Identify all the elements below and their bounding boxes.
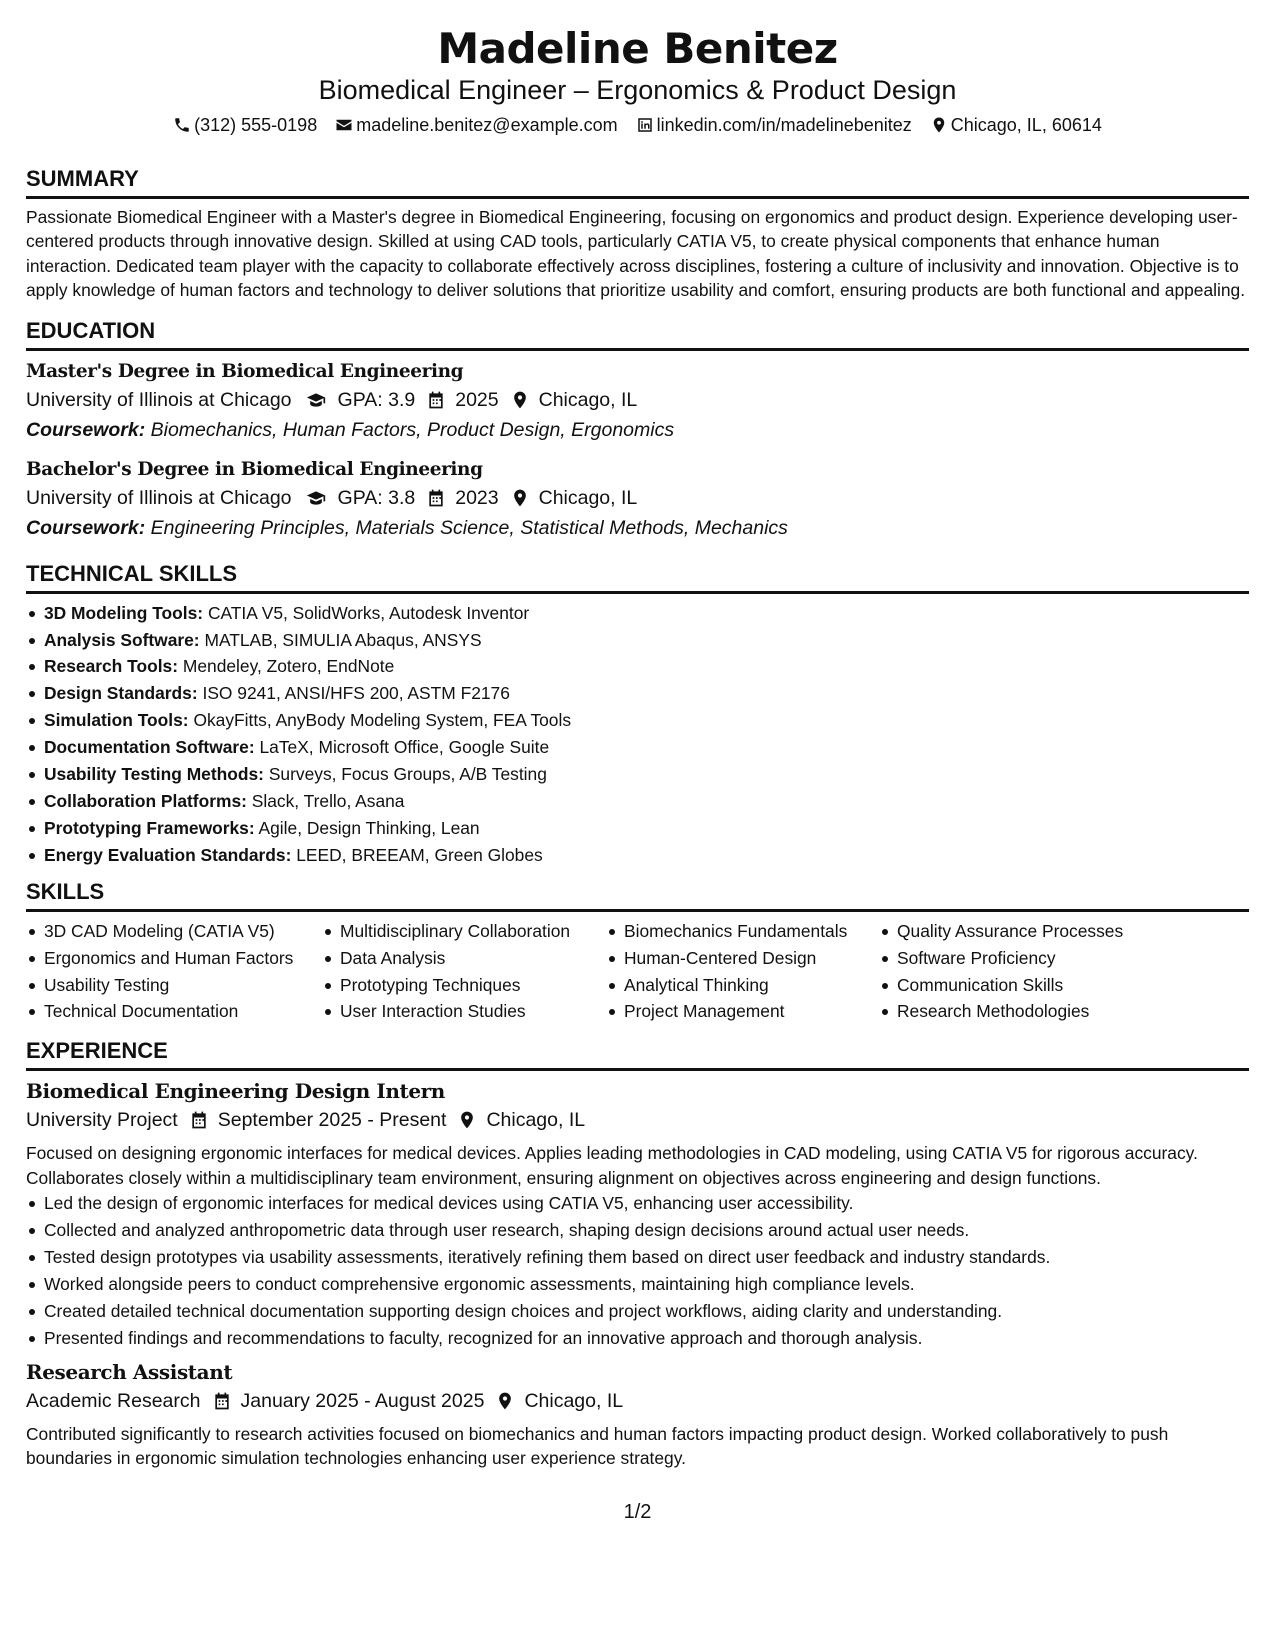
resume-page: [26, 0, 1249, 1470]
experience-heading: EXPERIENCE: [26, 1038, 1249, 1071]
list-item: Created detailed technical documentation supporting design choices and project workflows, aiding clarity and understanding.: [26, 1298, 1249, 1325]
education-meta: [26, 483, 1249, 513]
phone-icon: [173, 116, 191, 134]
list-item: Ergonomics and Human Factors: [26, 945, 322, 972]
list-item: Biomechanics Fundamentals: [606, 918, 879, 945]
map-pin-icon: [510, 390, 530, 410]
contact-email[interactable]: [335, 113, 617, 137]
page-number: 1/2: [623, 1501, 652, 1523]
school-location: Chicago, IL: [538, 486, 638, 509]
list-item: Quality Assurance Processes: [879, 918, 1179, 945]
job-meta: [26, 1105, 1249, 1135]
list-item: User Interaction Studies: [322, 998, 606, 1025]
job-entry: [26, 1077, 1249, 1351]
graduation-cap-icon: [303, 390, 329, 410]
job-title: Research Assistant: [26, 1359, 233, 1384]
phone-text: (312) 555-0198: [194, 115, 318, 135]
candidate-name: Madeline Benitez: [437, 24, 838, 73]
map-pin-icon: [457, 1110, 477, 1130]
list-item: Prototyping Techniques: [322, 972, 606, 999]
list-item: Prototyping Frameworks: Agile, Design Thinking, Lean: [26, 815, 1249, 842]
skills-section: [26, 879, 1249, 1026]
education-meta: [26, 385, 1249, 415]
technical-skills-list: [26, 600, 1249, 869]
education-heading: EDUCATION: [26, 318, 1249, 351]
skills-column: [606, 918, 879, 1026]
coursework-list: Engineering Principles, Materials Science, Statistical Methods, Mechanics: [150, 516, 788, 539]
list-item: Analysis Software: MATLAB, SIMULIA Abaqus, ANSYS: [26, 627, 1249, 654]
skills-heading: SKILLS: [26, 879, 1249, 912]
summary-text: Passionate Biomedical Engineer with a Master's degree in Biomedical Engineering, focusing on ergonomics and product design. Experience developing user-centered products through innovative design. Skilled at using CAD tools, particularly CATIA V5, to create physical components that enhance human interaction. Dedicated team player with the capacity to collaborate effectively across disciplines, fostering a culture of inclusivity and innovation. Objective is to apply knowledge of human factors and technology to deliver solutions that prioritize usability and comfort, ensuring products are both functional and appealing.: [26, 207, 1246, 301]
school-location: Chicago, IL: [538, 388, 638, 411]
list-item: Usability Testing: [26, 972, 322, 999]
job-entry: [26, 1358, 1249, 1471]
skills-column: [322, 918, 606, 1026]
linkedin-text: linkedin.com/in/madelinebenitez: [656, 115, 912, 135]
calendar-icon: [426, 390, 446, 410]
candidate-headline: Biomedical Engineer – Ergonomics & Product Design: [318, 75, 957, 105]
skills-column: [879, 918, 1179, 1026]
education-item: [26, 457, 1249, 543]
gpa: GPA: 3.8: [337, 486, 416, 509]
job-description: Contributed significantly to research activities focused on biomechanics and human factors impacting product design. Worked collaboratively to push boundaries in ergonomic simulation technologies enhancing user experience strategy.: [26, 1423, 1169, 1468]
contact-phone[interactable]: [173, 113, 317, 137]
graduation-cap-icon: [303, 488, 329, 508]
list-item: Project Management: [606, 998, 879, 1025]
job-dates: September 2025 - Present: [217, 1109, 447, 1132]
summary-section: [26, 166, 1249, 303]
coursework-label: Coursework:: [26, 516, 146, 539]
skills-grid: [26, 918, 1249, 1026]
list-item: Human-Centered Design: [606, 945, 879, 972]
experience-section: [26, 1038, 1249, 1470]
contact-linkedin[interactable]: [636, 113, 912, 137]
list-item: Multidisciplinary Collaboration: [322, 918, 606, 945]
degree-title: Master's Degree in Biomedical Engineering: [26, 360, 464, 382]
job-org: University Project: [26, 1109, 178, 1132]
list-item: Research Methodologies: [879, 998, 1179, 1025]
map-pin-icon: [495, 1391, 515, 1411]
list-item: Energy Evaluation Standards: LEED, BREEAM, Green Globes: [26, 842, 1249, 869]
coursework-list: Biomechanics, Human Factors, Product Design, Ergonomics: [150, 418, 675, 441]
job-location: Chicago, IL: [486, 1109, 586, 1132]
technical-skills-section: [26, 561, 1249, 869]
list-item: Tested design prototypes via usability assessments, iteratively refining them based on direct user feedback and industry standards.: [26, 1244, 1249, 1271]
graduation-year: 2023: [455, 486, 499, 509]
contact-location: [930, 113, 1102, 137]
list-item: Collected and analyzed anthropometric data through user research, shaping design decisions around actual user needs.: [26, 1217, 1249, 1244]
list-item: Design Standards: ISO 9241, ANSI/HFS 200, ASTM F2176: [26, 680, 1249, 707]
coursework-label: Coursework:: [26, 418, 146, 441]
email-text: madeline.benitez@example.com: [356, 115, 618, 135]
list-item: Data Analysis: [322, 945, 606, 972]
envelope-icon: [335, 116, 353, 134]
calendar-icon: [426, 488, 446, 508]
contact-bar: [26, 113, 1249, 137]
degree-title: Bachelor's Degree in Biomedical Engineering: [26, 458, 483, 480]
coursework: [26, 415, 1249, 445]
list-item: Analytical Thinking: [606, 972, 879, 999]
education-item: [26, 359, 1249, 445]
gpa: GPA: 3.9: [337, 388, 416, 411]
list-item: Software Proficiency: [879, 945, 1179, 972]
coursework: [26, 513, 1249, 543]
calendar-icon: [189, 1110, 209, 1130]
calendar-icon: [212, 1391, 232, 1411]
job-dates: January 2025 - August 2025: [240, 1389, 485, 1412]
school-name: University of Illinois at Chicago: [26, 486, 292, 509]
list-item: Led the design of ergonomic interfaces for medical devices using CATIA V5, enhancing user accessibility.: [26, 1190, 1249, 1217]
list-item: Research Tools: Mendeley, Zotero, EndNote: [26, 653, 1249, 680]
job-title: Biomedical Engineering Design Intern: [26, 1079, 445, 1104]
technical-skills-heading: TECHNICAL SKILLS: [26, 561, 1249, 594]
list-item: Worked alongside peers to conduct comprehensive ergonomic assessments, maintaining high compliance levels.: [26, 1271, 1249, 1298]
list-item: Collaboration Platforms: Slack, Trello, Asana: [26, 788, 1249, 815]
location-text: Chicago, IL, 60614: [950, 115, 1102, 135]
map-pin-icon: [930, 116, 948, 134]
list-item: Simulation Tools: OkayFitts, AnyBody Modeling System, FEA Tools: [26, 707, 1249, 734]
list-item: Usability Testing Methods: Surveys, Focus Groups, A/B Testing: [26, 761, 1249, 788]
job-meta: [26, 1386, 1249, 1416]
list-item: Documentation Software: LaTeX, Microsoft Office, Google Suite: [26, 734, 1249, 761]
school-name: University of Illinois at Chicago: [26, 388, 292, 411]
summary-heading: SUMMARY: [26, 166, 1249, 199]
job-location: Chicago, IL: [524, 1389, 624, 1412]
skills-column: [26, 918, 322, 1026]
map-pin-icon: [510, 488, 530, 508]
list-item: 3D CAD Modeling (CATIA V5): [26, 918, 322, 945]
education-section: [26, 318, 1249, 543]
job-org: Academic Research: [26, 1389, 201, 1412]
job-description: Focused on designing ergonomic interfaces for medical devices. Applies leading methodologies in CAD modeling, using CATIA V5 for rigorous accuracy. Collaborates closely within a multidisciplinary team environment, ensuring alignment on objectives across engineering and design functions.: [26, 1143, 1198, 1188]
graduation-year: 2025: [455, 388, 499, 411]
list-item: Presented findings and recommendations to faculty, recognized for an innovative approach and thorough analysis.: [26, 1325, 1249, 1352]
list-item: 3D Modeling Tools: CATIA V5, SolidWorks, Autodesk Inventor: [26, 600, 1249, 627]
list-item: Communication Skills: [879, 972, 1179, 999]
list-item: Technical Documentation: [26, 998, 322, 1025]
linkedin-icon: [636, 116, 654, 134]
job-bullets: [26, 1190, 1249, 1351]
